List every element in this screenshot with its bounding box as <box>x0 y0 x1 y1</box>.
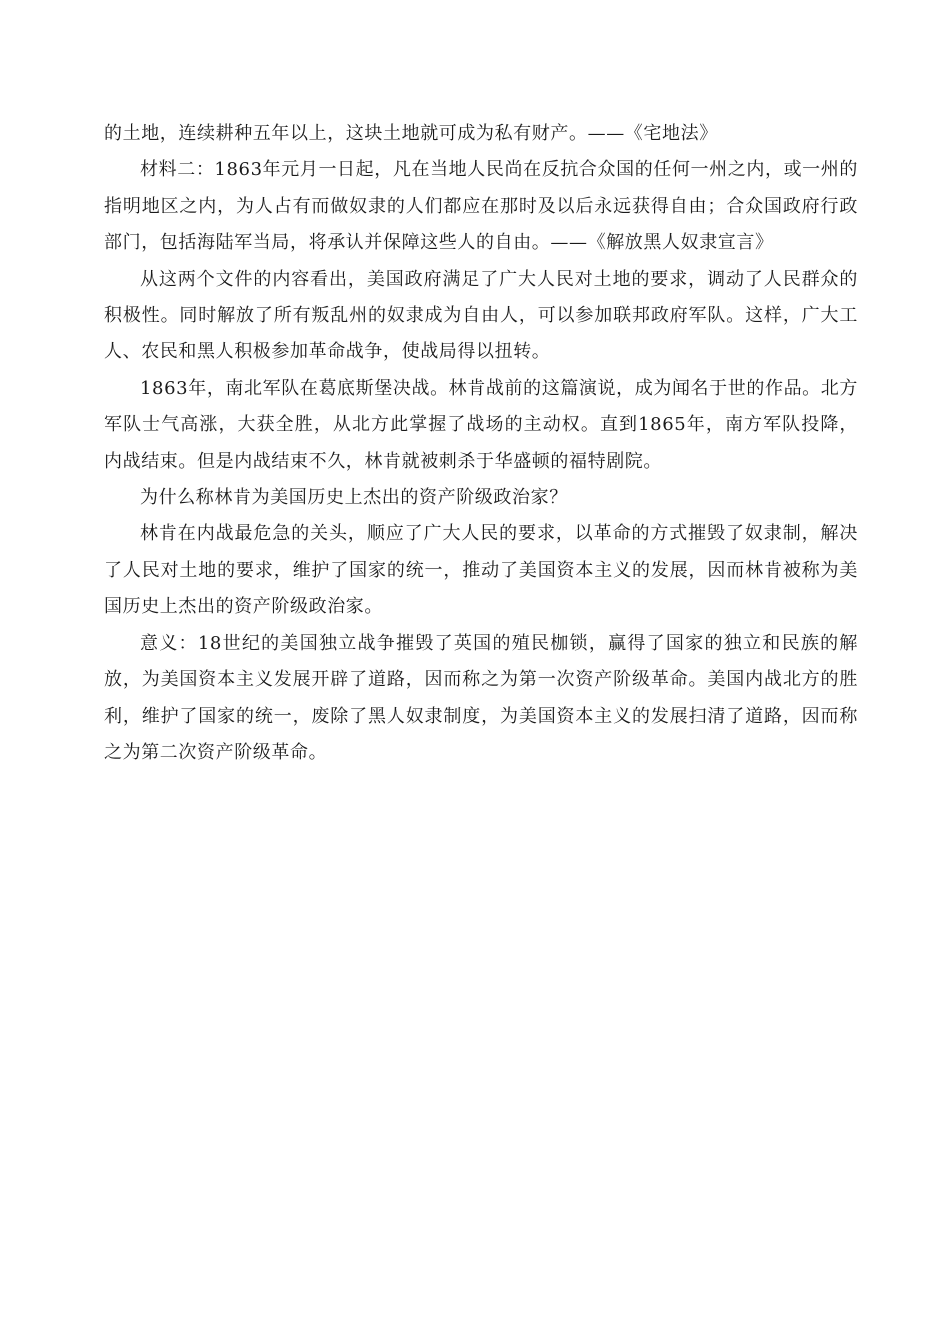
paragraph-significance: 意义：18世纪的美国独立战争摧毁了英国的殖民枷锁，赢得了国家的独立和民族的解放，为美国资本主义发展开辟了道路，因而称之为第一次资产阶级革命。美国内战北方的胜利，维护了国家的统一，废除了黑人奴隶制度，为美国资本主义的发展扫清了道路，因而称之为第二次资产阶级革命。 <box>104 632 858 763</box>
paragraph-analysis: 从这两个文件的内容看出，美国政府满足了广大人民对土地的要求，调动了人民群众的积极性。同时解放了所有叛乱州的奴隶成为自由人，可以参加联邦政府军队。这样，广大工人、农民和黑人积极参加革命战争，使战局得以扭转。 <box>104 268 858 363</box>
paragraph-answer: 林肯在内战最危急的关头，顺应了广大人民的要求，以革命的方式摧毁了奴隶制，解决了人民对土地的要求，维护了国家的统一，推动了美国资本主义的发展，因而林肯被称为美国历史上杰出的资产阶级政治家。 <box>104 523 858 618</box>
paragraph-homestead-act-tail: 的土地，连续耕种五年以上，这块土地就可成为私有财产。——《宅地法》 <box>104 123 718 144</box>
paragraph-material-two: 材料二：1863年元月一日起，凡在当地人民尚在反抗合众国的任何一州之内，或一州的指明地区之内，为人占有而做奴隶的人们都应在那时及以后永远获得自由；合众国政府行政部门，包括海陆军当局，将承认并保障这些人的自由。——《解放黑人奴隶宣言》 <box>104 159 858 254</box>
paragraph-gettysburg: 1863年，南北军队在葛底斯堡决战。林肯战前的这篇演说，成为闻名于世的作品。北方军队士气高涨，大获全胜，从北方此掌握了战场的主动权。直到1865年，南方军队投降，内战结束。但是内战结束不久，林肯就被刺杀于华盛顿的福特剧院。 <box>104 377 858 472</box>
paragraph-question: 为什么称林肯为美国历史上杰出的资产阶级政治家？ <box>140 487 568 509</box>
document-body <box>104 116 858 771</box>
